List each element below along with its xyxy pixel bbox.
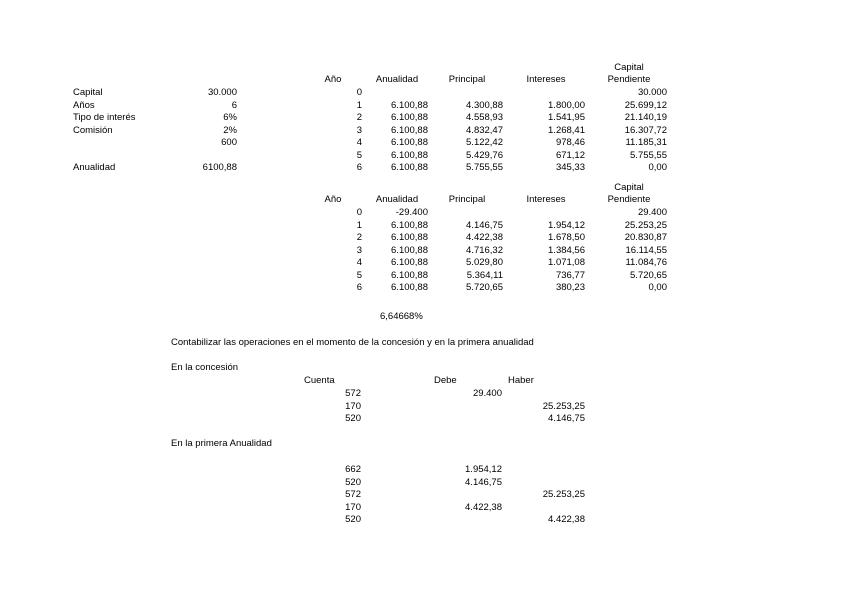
table2-principal-cell: 4.422,38 xyxy=(466,232,503,244)
table2-header-annuity: Anualidad xyxy=(375,194,419,206)
table2-year-cell: 3 xyxy=(356,244,362,256)
journal-debit: 4.146,75 xyxy=(465,476,502,488)
table1-annuity-cell: 6.100,88 xyxy=(391,137,428,149)
table2-header-pending: Pendiente xyxy=(607,194,651,206)
table2-capital-cell: 20.830,87 xyxy=(624,232,667,244)
journal-credit: 4.146,75 xyxy=(548,413,585,425)
first-annuity-title: En la primera Anualidad xyxy=(171,438,272,449)
table1-principal-cell: 4.558,93 xyxy=(466,112,503,124)
param-value: 30.000 xyxy=(207,87,237,98)
table2-year-cell: 6 xyxy=(356,282,362,294)
table2-header-principal: Principal xyxy=(448,194,486,206)
table1-interest-cell: 345,33 xyxy=(555,162,585,174)
param-value: 6 xyxy=(231,99,237,111)
table2-year-cell: 1 xyxy=(356,219,362,231)
table1-header-year: Año xyxy=(324,74,342,86)
table2-header-interest: Intereses xyxy=(526,194,566,206)
table1-header-capital: Capital xyxy=(614,61,644,73)
journal-account: 662 xyxy=(345,464,361,475)
table1-capital-cell: 16.307,72 xyxy=(624,124,667,136)
table1-year-cell: 3 xyxy=(356,124,362,136)
table1-capital-cell: 5.755,55 xyxy=(630,149,667,161)
table2-interest-cell: 1.678,50 xyxy=(548,232,585,244)
journal-account: 572 xyxy=(345,489,361,501)
annuity-label: Anualidad xyxy=(73,162,116,174)
table1-year-cell: 2 xyxy=(356,112,362,124)
col-account-header: Cuenta xyxy=(304,375,335,386)
journal-credit: 4.422,38 xyxy=(548,514,585,526)
table2-principal-cell: 5.364,11 xyxy=(466,269,503,281)
table1-year-cell: 0 xyxy=(356,87,362,98)
table1-capital-cell: 0,00 xyxy=(648,162,667,174)
table2-year-cell: 4 xyxy=(356,257,362,269)
instruction-text: Contabilizar las operaciones en el momento de la concesión y en la primera anualidad xyxy=(171,337,534,348)
table1-annuity-cell: 6.100,88 xyxy=(391,149,428,161)
param-value: 6% xyxy=(223,112,237,124)
journal-debit: 4.422,38 xyxy=(465,501,502,513)
param-label: Capital xyxy=(73,87,103,98)
table1-principal-cell: 4.300,88 xyxy=(466,99,503,111)
table2-capital-cell: 11.084,76 xyxy=(625,257,667,269)
journal-account: 572 xyxy=(345,388,361,399)
col-credit-header: Haber xyxy=(508,375,534,386)
table2-annuity-cell: 6.100,88 xyxy=(391,244,428,256)
table2-capital-cell: 0,00 xyxy=(648,282,667,294)
table2-principal-cell: 5.720,65 xyxy=(466,282,503,294)
table2-principal-cell: 5.029,80 xyxy=(466,257,503,269)
journal-account: 170 xyxy=(345,501,361,513)
table1-header-principal: Principal xyxy=(448,74,486,86)
table1-capital-cell: 21.140,19 xyxy=(624,112,667,124)
journal-account: 520 xyxy=(345,514,361,526)
table1-header-pending: Pendiente xyxy=(607,74,651,86)
table2-year-cell: 0 xyxy=(356,207,362,218)
table2-header-year: Año xyxy=(324,194,342,206)
journal-debit: 1.954,12 xyxy=(465,464,502,475)
table1-interest-cell: 1.541,95 xyxy=(548,112,585,124)
table2-interest-cell: 1.071,08 xyxy=(548,257,585,269)
table1-principal-cell: 5.122,42 xyxy=(466,137,503,149)
table2-capital-cell: 29.400 xyxy=(637,207,667,218)
table2-annuity-cell: 6.100,88 xyxy=(391,282,428,294)
journal-account: 170 xyxy=(345,400,361,412)
journal-debit: 29.400 xyxy=(472,388,502,399)
journal-credit: 25.253,25 xyxy=(542,400,585,412)
table2-header-capital: Capital xyxy=(614,181,644,193)
col-debit-header: Debe xyxy=(434,375,457,386)
table2-capital-cell: 25.253,25 xyxy=(624,219,667,231)
param-label: Tipo de interés xyxy=(73,112,136,124)
table1-header-annuity: Anualidad xyxy=(375,74,419,86)
table1-year-cell: 5 xyxy=(356,149,362,161)
table1-interest-cell: 1.800,00 xyxy=(548,99,585,111)
table1-interest-cell: 1.268,41 xyxy=(548,124,585,136)
table2-year-cell: 2 xyxy=(356,232,362,244)
table1-principal-cell: 5.429,76 xyxy=(466,149,503,161)
table2-principal-cell: 4.146,75 xyxy=(466,219,503,231)
rate-value: 6,64668% xyxy=(380,311,423,322)
concession-title: En la concesión xyxy=(171,362,239,373)
table1-year-cell: 1 xyxy=(356,99,362,111)
annuity-value: 6100,88 xyxy=(202,162,237,174)
table1-interest-cell: 978,46 xyxy=(555,137,585,149)
table2-interest-cell: 1.954,12 xyxy=(548,219,585,231)
table1-capital-cell: 25.699,12 xyxy=(624,99,667,111)
journal-account: 520 xyxy=(345,476,361,488)
table1-year-cell: 4 xyxy=(356,137,362,149)
param-label: Años xyxy=(73,99,95,111)
table2-annuity-cell: 6.100,88 xyxy=(391,219,428,231)
param-label: Comisión xyxy=(73,124,113,136)
table2-capital-cell: 16.114,55 xyxy=(625,244,667,256)
table2-principal-cell: 4.716,32 xyxy=(466,244,503,256)
table1-annuity-cell: 6.100,88 xyxy=(391,99,428,111)
journal-credit: 25.253,25 xyxy=(542,489,585,501)
table2-annuity-cell: -29.400 xyxy=(395,207,428,218)
table2-annuity-cell: 6.100,88 xyxy=(391,257,428,269)
param-value: 600 xyxy=(221,137,237,149)
table2-interest-cell: 380,23 xyxy=(555,282,585,294)
table2-interest-cell: 1.384,56 xyxy=(548,244,585,256)
table2-annuity-cell: 6.100,88 xyxy=(391,232,428,244)
table2-annuity-cell: 6.100,88 xyxy=(391,269,428,281)
table1-annuity-cell: 6.100,88 xyxy=(391,124,428,136)
table1-capital-cell: 11.185,31 xyxy=(625,137,667,149)
table1-interest-cell: 671,12 xyxy=(555,149,585,161)
table1-principal-cell: 4.832,47 xyxy=(466,124,503,136)
table1-principal-cell: 5.755,55 xyxy=(466,162,503,174)
table1-year-cell: 6 xyxy=(356,162,362,174)
param-value: 2% xyxy=(223,124,237,136)
table1-header-interest: Intereses xyxy=(526,74,566,86)
journal-account: 520 xyxy=(345,413,361,425)
table1-capital-cell: 30.000 xyxy=(637,87,667,98)
table2-interest-cell: 736,77 xyxy=(555,269,585,281)
table1-annuity-cell: 6.100,88 xyxy=(391,162,428,174)
table1-annuity-cell: 6.100,88 xyxy=(391,112,428,124)
table2-year-cell: 5 xyxy=(356,269,362,281)
table2-capital-cell: 5.720,65 xyxy=(630,269,667,281)
